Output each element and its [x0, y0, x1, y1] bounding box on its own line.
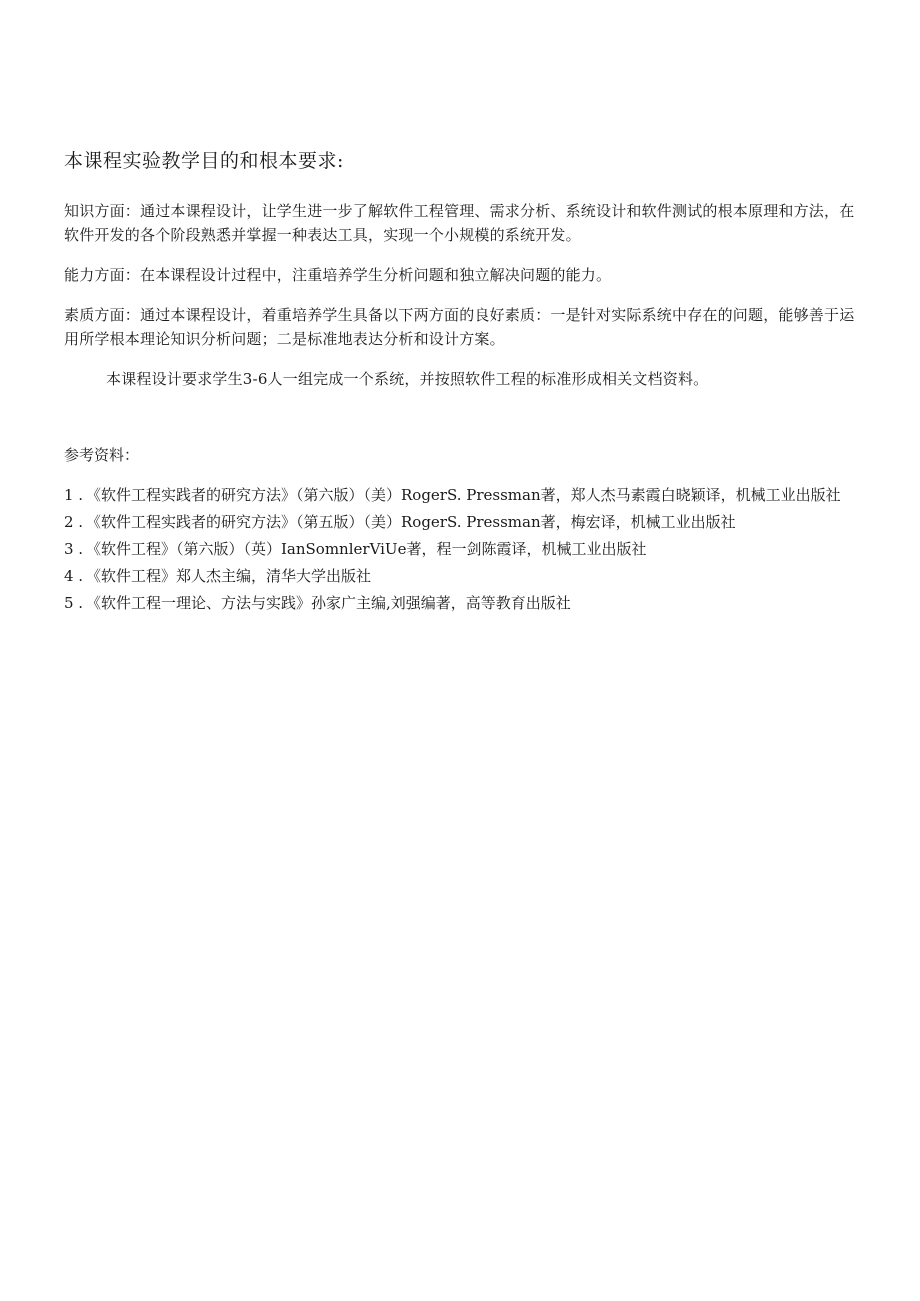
references-list — [64, 483, 864, 615]
reference-text: 《软件工程实践者的研究方法》（第五版）（美）RogerS. Pressman著，梅宏译，机械工业出版社 — [86, 513, 736, 531]
reference-number: 5 . — [64, 594, 84, 612]
paragraph-ability: 能力方面：在本课程设计过程中，注重培养学生分析问题和独立解决问题的能力。 — [64, 266, 612, 284]
reference-item — [64, 564, 864, 588]
section-heading: 本课程实验教学目的和根本要求: — [64, 150, 344, 172]
reference-number: 1 . — [64, 486, 84, 504]
paragraph-quality: 素质方面：通过本课程设计，着重培养学生具备以下两方面的良好素质：一是针对实际系统中存在的问题，能够善于运用所学根本理论知识分析问题；二是标准地表达分析和设计方案。 — [64, 306, 855, 348]
paragraph-knowledge: 知识方面：通过本课程设计，让学生进一步了解软件工程管理、需求分析、系统设计和软件测试的根本原理和方法，在软件开发的各个阶段熟悉并掌握一种表达工具，实现一个小规模的系统开发。 — [64, 202, 855, 244]
reference-item — [64, 537, 864, 561]
reference-text: 《软件工程》（第六版）（英）IanSomnlerViUe著，程一剑陈霞译，机械工业出版社 — [86, 540, 647, 558]
references-title: 参考资料： — [64, 446, 140, 464]
reference-number: 4 . — [64, 567, 84, 585]
reference-item — [64, 483, 864, 507]
reference-number: 3 . — [64, 540, 84, 558]
document-content — [64, 147, 864, 618]
reference-text: 《软件工程实践者的研究方法》（第六版）（美）RogerS. Pressman著，郑人杰马素霞白晓颖译，机械工业出版社 — [86, 486, 841, 504]
reference-text: 《软件工程》郑人杰主编，清华大学出版社 — [86, 567, 372, 585]
reference-item — [64, 510, 864, 534]
reference-text: 《软件工程一理论、方法与实践》孙家广主编,刘强编著，高等教育出版社 — [86, 594, 571, 612]
reference-item — [64, 591, 864, 615]
paragraph-requirement: 本课程设计要求学生3-6人一组完成一个系统，并按照软件工程的标准形成相关文档资料。 — [106, 370, 709, 388]
reference-number: 2 . — [64, 513, 84, 531]
